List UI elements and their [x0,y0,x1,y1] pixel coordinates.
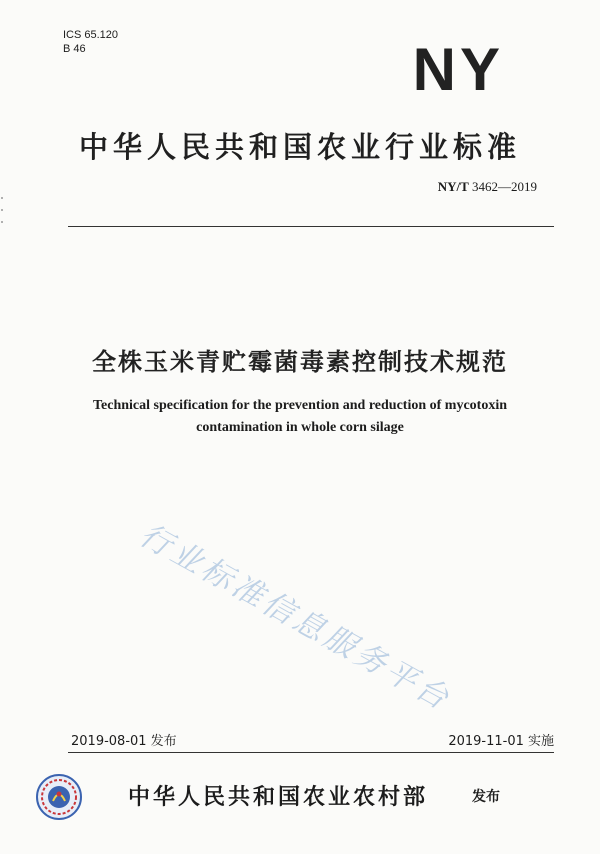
chinese-title: 全株玉米青贮霉菌毒素控制技术规范 [92,348,508,376]
ny-logo: NY [412,36,504,103]
bottom-divider [68,752,554,753]
english-title-line-2: contamination in whole corn silage [196,420,404,435]
ministry-emblem-icon [36,774,82,820]
watermark: 行业标准信息服务平台 [133,516,458,719]
ccs-code: B 46 [63,43,86,55]
english-title-line-1: Technical specification for the prevention and reduction of mycotoxin [92,398,508,413]
top-divider [68,226,554,227]
standard-code-number: 3462—2019 [468,179,537,194]
classification-codes [63,28,118,56]
issuer-label: 发布 [472,789,500,805]
scan-edge-mark [0,190,4,230]
standard-code-prefix: NY/T [437,179,469,194]
standard-category-title: 中华人民共和国农业行业标准 [78,130,521,164]
issuer-name: 中华人民共和国农业农村部 [128,785,429,810]
implement-date: 2019-11-01 实施 [448,734,554,749]
ics-code: ICS 65.120 [63,29,119,41]
english-title [0,395,600,439]
publish-date: 2019-08-01 发布 [71,734,177,749]
standard-code [438,179,537,195]
